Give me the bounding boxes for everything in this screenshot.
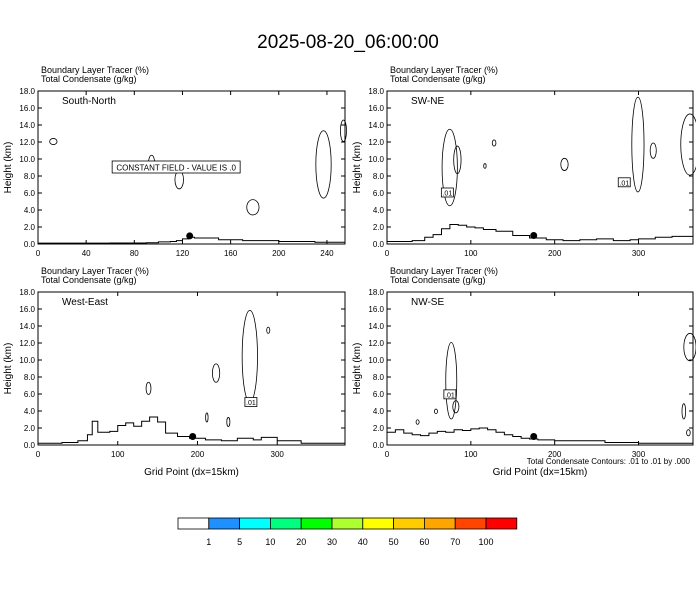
location-marker [186,232,193,239]
x-tick-label: 200 [272,249,286,258]
panel-nw-se [352,266,696,478]
condensate-contour [340,120,346,141]
x-tick-label: 0 [35,450,41,459]
location-marker [530,433,537,440]
y-tick-label: 10.0 [368,155,384,164]
condensate-contour [416,420,419,425]
y-tick-label: 8.0 [23,373,35,382]
y-tick-label: 4.0 [372,206,384,215]
constant-field-annotation [112,161,240,173]
x-tick-label: 100 [111,450,125,459]
colorbar-label: 20 [296,537,307,547]
x-tick-label: 120 [175,249,190,258]
condensate-contour [684,333,696,361]
x-axis-label: Grid Point (dx=15km) [144,467,239,478]
y-tick-label: 8.0 [372,373,384,382]
y-tick-label: 10.0 [19,356,35,365]
y-tick-label: 2.0 [23,223,35,232]
y-tick-label: 14.0 [19,322,35,331]
colorbar [178,518,517,547]
condensate-contour [561,158,568,170]
condensate-contour [681,114,696,175]
colorbar-label: 30 [326,537,338,547]
colorbar-label: 60 [419,537,430,547]
x-tick-label: 0 [384,249,390,258]
y-axis-label: Height (km) [3,141,14,194]
contour-label: .01 [445,392,455,400]
colorbar-swatch [332,518,363,529]
colorbar-swatch [301,518,332,529]
condensate-contour [242,310,257,402]
panel-south-north [3,65,347,258]
condensate-contour [687,430,691,436]
page-title: 2025-08-20_06:00:00 [257,32,439,53]
x-tick-label: 300 [270,450,284,459]
colorbar-swatch [363,518,394,529]
section-label: West-East [62,297,108,308]
colorbar-label: 100 [478,537,494,547]
y-tick-label: 10.0 [368,356,384,365]
field-label-condensate: Total Condensate (g/kg) [390,74,486,84]
section-label: SW-NE [411,96,445,107]
colorbar-label: 50 [388,537,399,547]
y-tick-label: 16.0 [368,104,384,113]
contour-label: .01 [246,400,256,407]
colorbar-swatch [178,518,209,529]
colorbar-swatch [394,518,425,529]
condensate-contour [632,97,644,192]
y-tick-label: 12.0 [368,138,384,147]
field-label-tracer: Boundary Layer Tracer (%) [390,266,499,276]
y-tick-label: 6.0 [372,189,384,198]
y-tick-label: 12.0 [19,339,35,348]
condensate-contour [50,138,57,144]
section-label: NW-SE [411,297,445,308]
y-tick-label: 18.0 [19,87,35,96]
y-tick-label: 0.0 [23,441,35,450]
condensate-contour [446,342,457,419]
colorbar-swatch [270,518,301,529]
condensate-contour [227,417,230,426]
panel-west-east [3,266,345,478]
x-tick-label: 300 [631,450,646,459]
contour-info: Total Condensate Contours: .01 to .01 by .000 [526,457,690,466]
x-tick-label: 200 [190,450,205,459]
y-tick-label: 18.0 [368,87,384,96]
x-tick-label: 0 [384,450,390,459]
colorbar-swatch [455,518,486,529]
condensate-contour [146,382,151,394]
condensate-contour [212,364,219,382]
plot-frame [38,292,345,445]
colorbar-swatch [209,518,240,529]
y-tick-label: 2.0 [372,424,384,433]
y-tick-label: 6.0 [23,189,35,198]
x-tick-label: 100 [464,450,478,459]
contour-label: .01 [619,180,630,188]
y-tick-label: 18.0 [19,288,35,297]
y-tick-label: 16.0 [19,104,35,113]
y-tick-label: 10.0 [19,155,35,164]
x-tick-label: 40 [81,249,91,258]
field-label-condensate: Total Condensate (g/kg) [41,275,137,285]
y-tick-label: 6.0 [23,390,35,399]
y-tick-label: 2.0 [23,424,35,433]
x-tick-label: 160 [223,249,238,258]
y-tick-label: 2.0 [372,223,384,232]
y-tick-label: 16.0 [368,305,384,314]
plot-frame [387,292,693,445]
x-tick-label: 240 [320,249,334,258]
panels [3,65,696,478]
condensate-contour [206,413,208,422]
condensate-contour [650,143,656,158]
condensate-contour [434,409,437,414]
field-label-tracer: Boundary Layer Tracer (%) [41,266,150,276]
y-tick-label: 12.0 [19,138,35,147]
x-axis-label: Grid Point (dx=15km) [492,467,588,478]
y-tick-label: 16.0 [19,305,35,314]
colorbar-label: 1 [206,537,212,547]
terrain-line [387,428,693,443]
y-tick-label: 0.0 [372,441,384,450]
colorbar-label: 5 [237,537,243,547]
y-tick-label: 14.0 [368,322,384,331]
condensate-contour [247,200,259,215]
field-label-tracer: Boundary Layer Tracer (%) [390,65,499,75]
plot-frame [387,91,693,244]
y-tick-label: 8.0 [23,172,35,181]
y-tick-label: 4.0 [23,206,35,215]
panel-sw-ne [352,65,696,258]
location-marker [189,433,196,440]
x-tick-label: 80 [129,249,139,258]
condensate-contour [316,131,331,198]
colorbar-swatch [486,518,517,529]
condensate-contour [267,327,270,333]
colorbar-label: 40 [357,537,368,547]
location-marker [530,232,537,239]
x-tick-label: 0 [35,249,41,258]
x-tick-label: 200 [547,450,562,459]
y-tick-label: 8.0 [372,172,384,181]
y-tick-label: 4.0 [372,407,384,416]
terrain-line [387,224,693,241]
y-tick-label: 14.0 [19,121,35,130]
y-tick-label: 0.0 [372,240,384,249]
colorbar-swatch [240,518,271,529]
condensate-contour [492,140,496,146]
y-tick-label: 12.0 [368,339,384,348]
contour-label: .01 [442,190,453,198]
colorbar-label: 10 [265,537,276,547]
x-tick-label: 200 [547,249,562,258]
y-tick-label: 6.0 [372,390,384,399]
section-label: South-North [62,96,116,107]
y-tick-label: 18.0 [368,288,384,297]
y-tick-label: 0.0 [23,240,35,249]
y-axis-label: Height (km) [352,342,363,395]
x-tick-label: 300 [631,249,646,258]
colorbar-swatch [424,518,455,529]
y-tick-label: 4.0 [23,407,35,416]
field-label-condensate: Total Condensate (g/kg) [41,74,137,84]
x-tick-label: 100 [464,249,478,258]
colorbar-label: 70 [450,537,461,547]
annotation-text: CONSTANT FIELD - VALUE IS .0 [116,163,236,173]
y-axis-label: Height (km) [352,141,363,194]
y-tick-label: 14.0 [368,121,384,130]
field-label-condensate: Total Condensate (g/kg) [390,275,486,285]
y-axis-label: Height (km) [3,342,14,395]
field-label-tracer: Boundary Layer Tracer (%) [41,65,150,75]
condensate-contour [484,164,486,169]
condensate-contour [682,404,686,419]
